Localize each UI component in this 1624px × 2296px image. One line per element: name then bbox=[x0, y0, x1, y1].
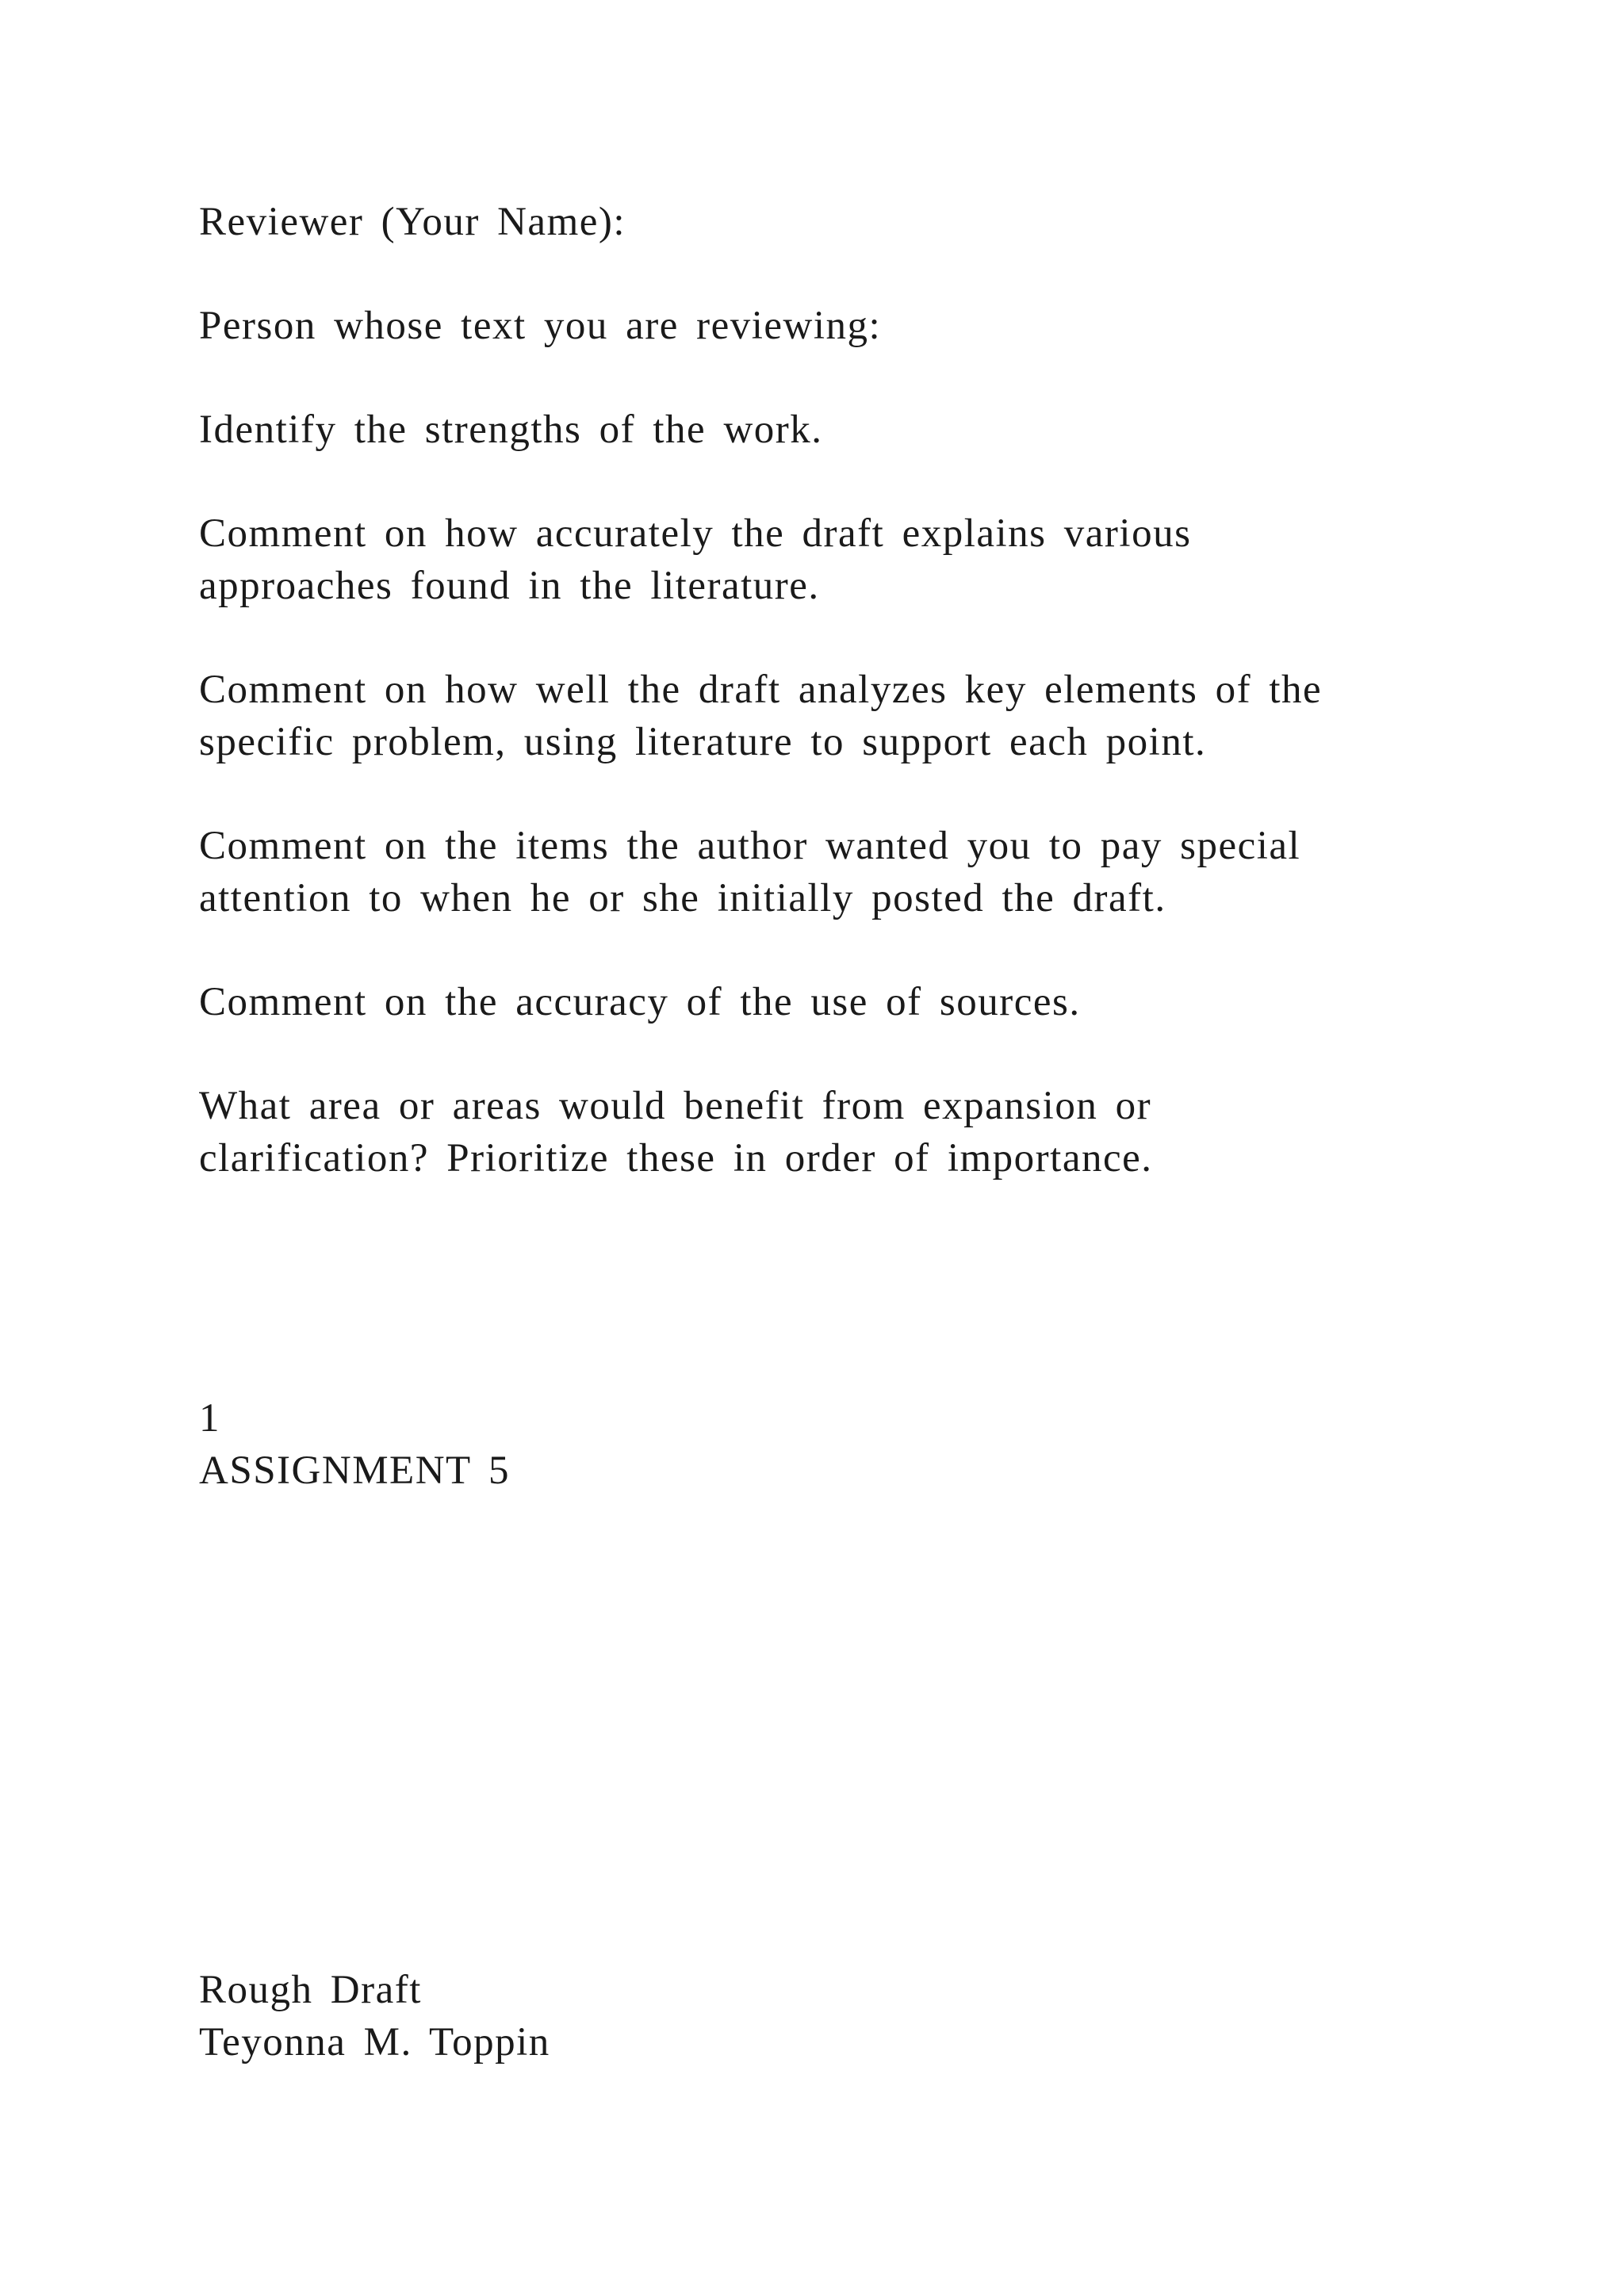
page-number: 1 bbox=[199, 1396, 220, 1441]
analysis-prompt-line-1: Comment on how well the draft analyzes key elements of the bbox=[199, 668, 1323, 712]
analysis-prompt-line-2: specific problem, using literature to support each point. bbox=[199, 720, 1207, 764]
person-reviewed-prompt: Person whose text you are reviewing: bbox=[199, 304, 882, 348]
approaches-prompt-line-2: approaches found in the literature. bbox=[199, 564, 820, 608]
draft-label: Rough Draft bbox=[199, 1968, 422, 2012]
author-items-prompt-line-1: Comment on the items the author wanted you to pay special bbox=[199, 824, 1301, 868]
strengths-prompt: Identify the strengths of the work. bbox=[199, 408, 823, 452]
approaches-prompt-line-1: Comment on how accurately the draft explains various bbox=[199, 511, 1192, 556]
author-items-prompt-line-2: attention to when he or she initially posted the draft. bbox=[199, 876, 1166, 920]
sources-prompt: Comment on the accuracy of the use of sources. bbox=[199, 980, 1081, 1024]
expansion-prompt-line-2: clarification? Prioritize these in order of importance. bbox=[199, 1136, 1153, 1181]
assignment-heading: ASSIGNMENT 5 bbox=[199, 1448, 511, 1493]
expansion-prompt-line-1: What area or areas would benefit from expansion or bbox=[199, 1084, 1152, 1128]
author-name: Teyonna M. Toppin bbox=[199, 2020, 550, 2064]
reviewer-prompt: Reviewer (Your Name): bbox=[199, 200, 626, 244]
